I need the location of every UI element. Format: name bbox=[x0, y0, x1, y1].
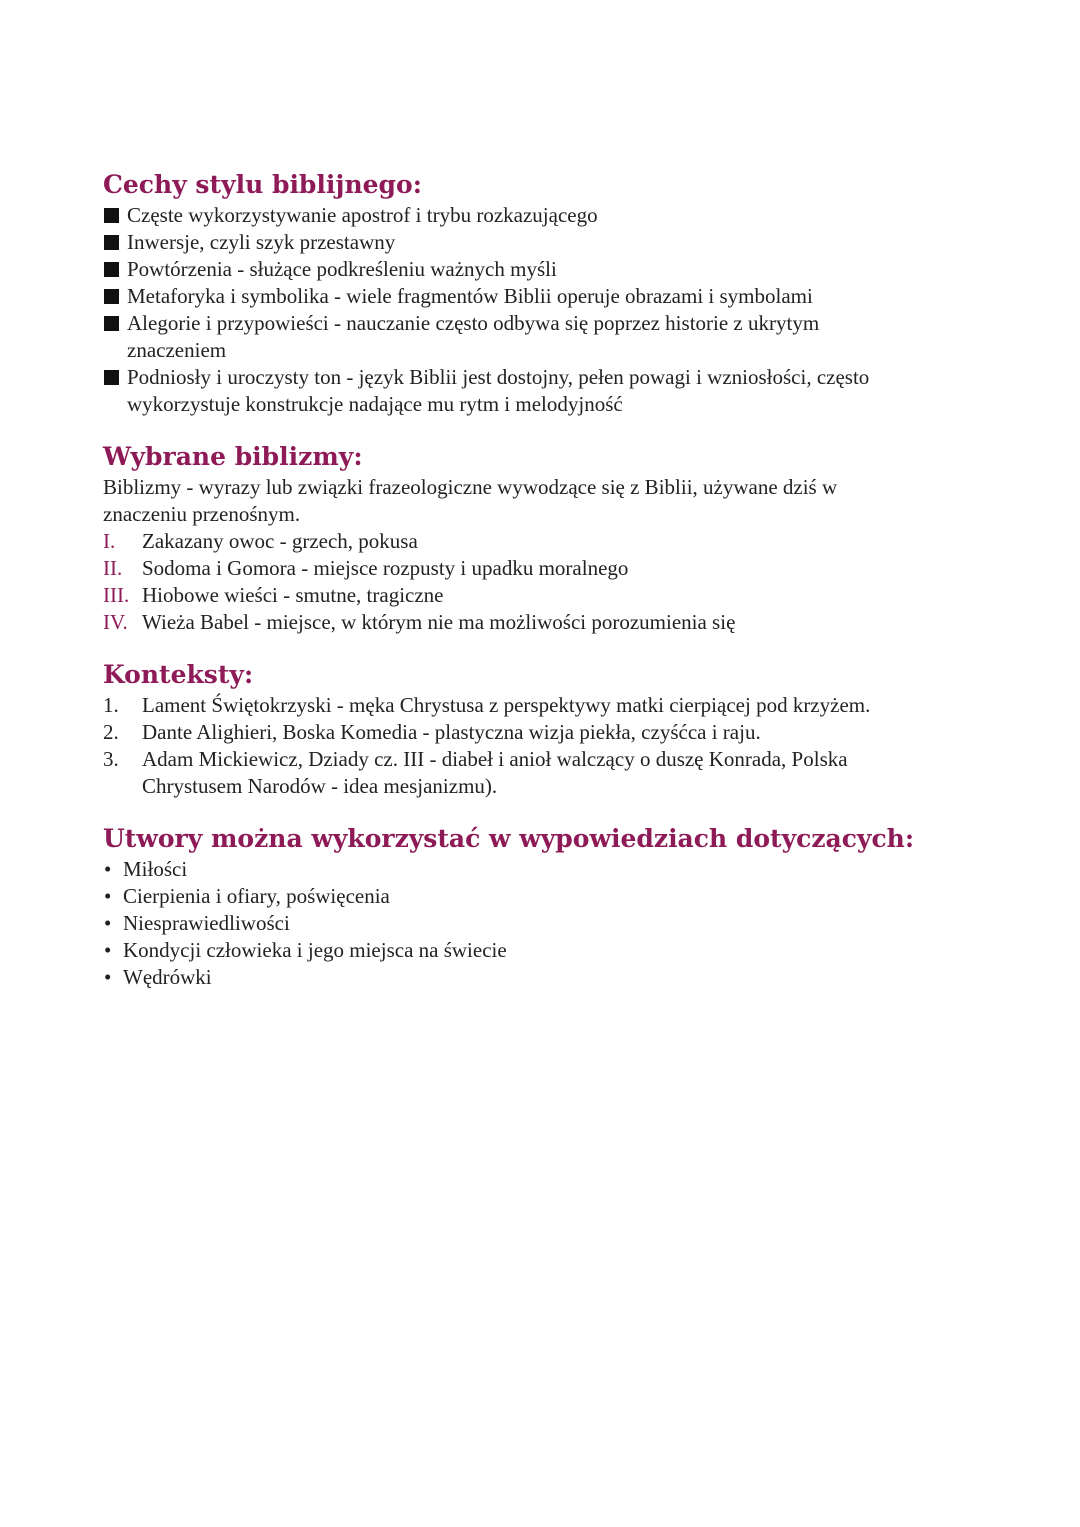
list-item bbox=[103, 364, 963, 418]
list-item bbox=[103, 555, 963, 582]
square-bullet-icon bbox=[104, 208, 119, 223]
list-item-text: Zakazany owoc - grzech, pokusa bbox=[142, 529, 418, 553]
square-bullet-icon bbox=[104, 316, 119, 331]
roman-numeral: I. bbox=[103, 529, 116, 553]
topics-list bbox=[103, 856, 963, 991]
list-item bbox=[103, 692, 963, 719]
list-item-text: Wędrówki bbox=[123, 965, 212, 989]
biblizmy-list bbox=[103, 528, 963, 636]
section-heading: Utwory można wykorzystać w wypowiedziach dotyczących: bbox=[103, 824, 915, 853]
list-item-text: Wieża Babel - miejsce, w którym nie ma możliwości porozumienia się bbox=[142, 610, 736, 634]
square-bullet-icon bbox=[104, 289, 119, 304]
section-heading: Konteksty: bbox=[103, 660, 254, 689]
roman-numeral: IV. bbox=[103, 610, 128, 634]
list-item-text: Inwersje, czyli szyk przestawny bbox=[127, 230, 396, 254]
list-item bbox=[103, 910, 963, 937]
section-konteksty bbox=[103, 658, 963, 800]
list-item-text: Sodoma i Gomora - miejsce rozpusty i upadku moralnego bbox=[142, 556, 629, 580]
list-item bbox=[103, 310, 963, 364]
section-utwory bbox=[103, 822, 963, 991]
square-bullet-icon bbox=[104, 262, 119, 277]
list-item bbox=[103, 229, 963, 256]
list-item-text: Lament Świętokrzyski - męka Chrystusa z perspektywy matki cierpiącej pod krzyżem. bbox=[142, 693, 871, 717]
bullet-dot-icon: • bbox=[104, 911, 112, 935]
list-item bbox=[103, 283, 963, 310]
section-heading: Cechy stylu biblijnego: bbox=[103, 170, 422, 199]
list-item-text: Kondycji człowieka i jego miejsca na świecie bbox=[123, 938, 507, 962]
list-item bbox=[103, 937, 963, 964]
list-item-text: Dante Alighieri, Boska Komedia - plastyczna wizja piekła, czyśćca i raju. bbox=[142, 720, 761, 744]
section-biblizmy bbox=[103, 440, 963, 636]
list-item bbox=[103, 202, 963, 229]
list-item-text: Powtórzenia - służące podkreśleniu ważnych myśli bbox=[127, 257, 557, 281]
section-heading: Wybrane biblizmy: bbox=[103, 442, 363, 471]
list-item bbox=[103, 582, 963, 609]
list-number: 1. bbox=[103, 693, 119, 717]
list-item bbox=[103, 856, 963, 883]
list-item bbox=[103, 609, 963, 636]
bullet-dot-icon: • bbox=[104, 857, 112, 881]
list-item bbox=[103, 883, 963, 910]
bullet-dot-icon: • bbox=[104, 884, 112, 908]
list-item-text: Metaforyka i symbolika - wiele fragmentów Biblii operuje obrazami i symbolami bbox=[127, 284, 813, 308]
list-item bbox=[103, 964, 963, 991]
list-item-text: Alegorie i przypowieści - nauczanie często odbywa się poprzez historie z ukrytym znaczeniem bbox=[127, 311, 820, 362]
bullet-dot-icon: • bbox=[104, 965, 112, 989]
roman-numeral: III. bbox=[103, 583, 130, 607]
feature-list bbox=[103, 202, 963, 418]
list-item-text: Podniosły i uroczysty ton - język Biblii jest dostojny, pełen powagi i wzniosłości, często wykorzystuje konstrukcje nadające mu rytm i melodyjność bbox=[127, 365, 870, 416]
list-item-text: Niesprawiedliwości bbox=[123, 911, 290, 935]
bullet-dot-icon: • bbox=[104, 938, 112, 962]
square-bullet-icon bbox=[104, 235, 119, 250]
section-style-features bbox=[103, 168, 963, 418]
list-number: 2. bbox=[103, 720, 119, 744]
list-item bbox=[103, 528, 963, 555]
list-item-text: Miłości bbox=[123, 857, 188, 881]
document-page bbox=[103, 168, 963, 1013]
definition-text: Biblizmy - wyrazy lub związki frazeologiczne wywodzące się z Biblii, używane dziś w znaczeniu przenośnym. bbox=[103, 475, 838, 526]
list-item-text: Hiobowe wieści - smutne, tragiczne bbox=[142, 583, 444, 607]
list-number: 3. bbox=[103, 747, 119, 771]
list-item bbox=[103, 256, 963, 283]
list-item bbox=[103, 719, 963, 746]
square-bullet-icon bbox=[104, 370, 119, 385]
list-item-text: Cierpienia i ofiary, poświęcenia bbox=[123, 884, 390, 908]
list-item-text: Częste wykorzystywanie apostrof i trybu rozkazującego bbox=[127, 203, 598, 227]
roman-numeral: II. bbox=[103, 556, 123, 580]
konteksty-list bbox=[103, 692, 963, 800]
list-item-text: Adam Mickiewicz, Dziady cz. III - diabeł i anioł walczący o duszę Konrada, Polska Chrystusem Narodów - idea mesjanizmu). bbox=[142, 747, 848, 798]
list-item bbox=[103, 746, 963, 800]
